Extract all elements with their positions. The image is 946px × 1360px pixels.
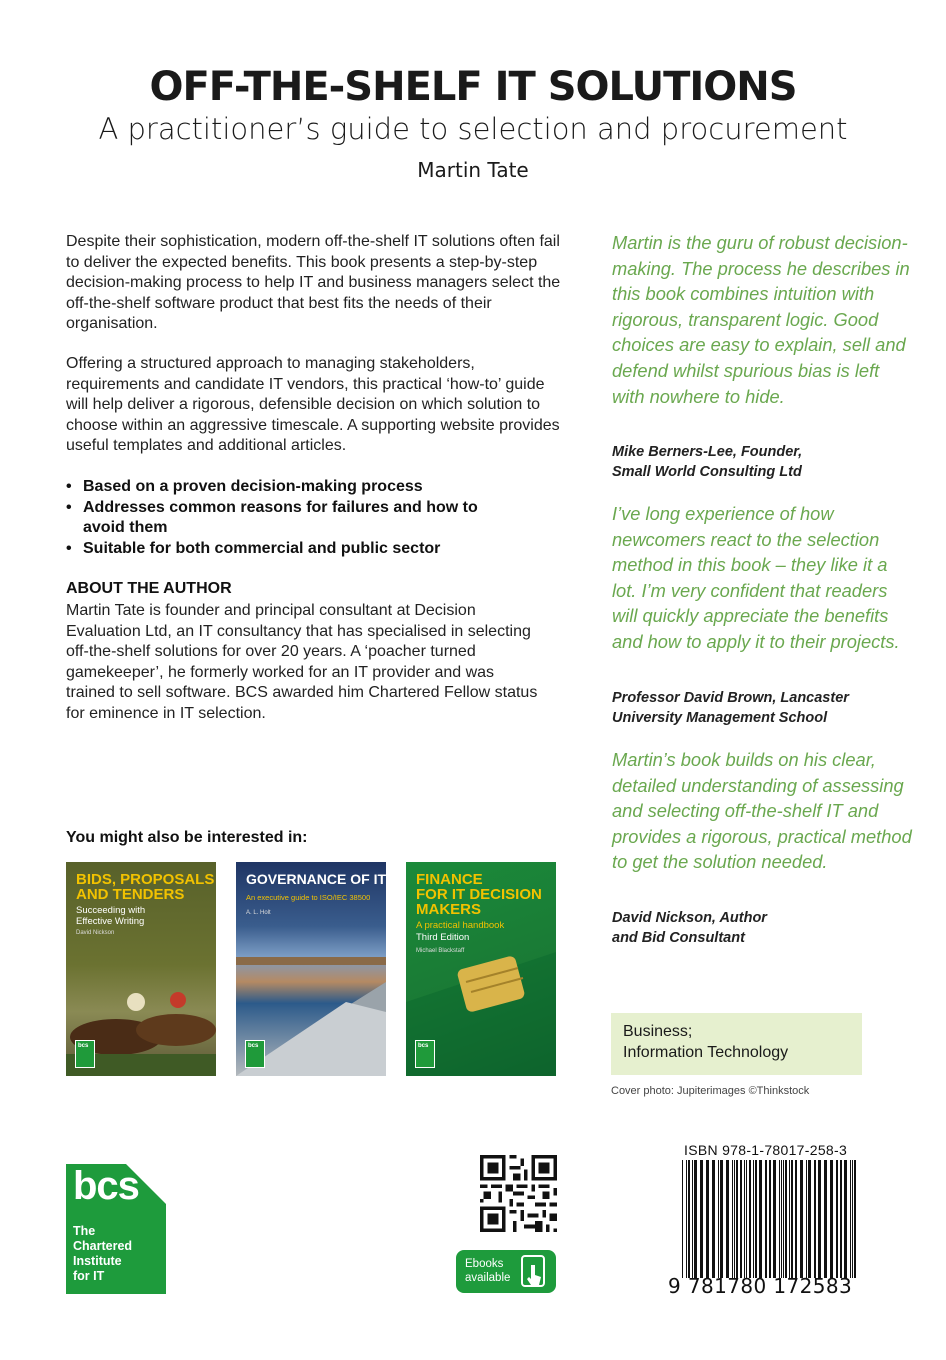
barcode-bar xyxy=(808,1160,811,1278)
bcs-tagline: The Chartered Institute for IT xyxy=(73,1224,133,1283)
barcode-bar xyxy=(854,1160,856,1278)
related-book-finance[interactable] xyxy=(406,862,556,1076)
barcode-bar xyxy=(753,1160,754,1278)
barcode-bar xyxy=(785,1160,787,1278)
barcode-bar xyxy=(806,1160,807,1278)
barcode-bar xyxy=(749,1160,751,1278)
barcode-bar xyxy=(824,1160,827,1278)
barcode-bar xyxy=(836,1160,838,1278)
barcode-bar xyxy=(746,1160,747,1278)
book-title-line: GOVERNANCE OF IT xyxy=(246,871,386,887)
endorsement-quote: Martin is the guru of robust decision-making. The process he describes in this book combines intuition with rigorous, transparent logic. Good choices are easy to explain, sell and defend whilst spurious bias is left with nowhere to hide. xyxy=(612,232,910,407)
endorsement-quote: I’ve long experience of how newcomers react to the selection method in this book – they like it a lot. I’m very confident that readers will quickly appreciate the benefits and how to apply it to their projects. xyxy=(612,503,900,652)
barcode-bar xyxy=(744,1160,745,1278)
book-author: Martin Tate xyxy=(417,158,529,182)
barcode-bar xyxy=(732,1160,733,1278)
endorsement-attribution: Mike Berners-Lee, Founder, Small World Consulting Ltd xyxy=(612,444,803,480)
barcode-bar xyxy=(850,1160,851,1278)
barcode-bar xyxy=(800,1160,803,1278)
barcode-bar xyxy=(692,1160,693,1278)
bcs-mini-logo: bcs xyxy=(415,1040,435,1068)
photo-credit: Cover photo: Jupiterimages ©Thinkstock xyxy=(611,1085,810,1097)
feature-list xyxy=(66,477,496,559)
related-books-heading: You might also be interested in: xyxy=(66,829,308,846)
related-book-bids[interactable] xyxy=(66,862,216,1076)
feature-item: • Suitable for both commercial and public sector xyxy=(66,539,496,560)
book-subtitle-line: Effective Writing xyxy=(76,916,145,927)
ebooks-line: Ebooks xyxy=(465,1258,504,1270)
barcode-bar xyxy=(852,1160,853,1278)
book-author: David Nickson xyxy=(76,930,115,936)
barcode-bar xyxy=(726,1160,729,1278)
bcs-wordmark: bcs xyxy=(73,1164,139,1208)
barcode-bar xyxy=(682,1160,683,1278)
barcode-bar xyxy=(791,1160,793,1278)
qr-code[interactable] xyxy=(480,1155,557,1232)
barcode-bar xyxy=(686,1160,687,1278)
book-subtitle: A practitioner’s guide to selection and procurement xyxy=(98,112,848,146)
category-box xyxy=(611,1013,862,1075)
book-edition: Third Edition xyxy=(416,932,470,943)
barcode-bar xyxy=(740,1160,742,1278)
barcode-bar xyxy=(706,1160,709,1278)
book-subtitle-line: A practical handbook xyxy=(416,920,505,931)
description-paragraph-1: Despite their sophistication, modern off-the-shelf IT solutions often fail to deliver the expected benefits. This book presents a step-by-step decision-making process to help IT and business managers select the off-the-shelf software product that best fits the needs of their organisation. xyxy=(66,233,561,333)
barcode xyxy=(680,1160,860,1278)
barcode-bar xyxy=(759,1160,762,1278)
barcode-digits: 9 781780 172583 xyxy=(668,1274,853,1298)
endorsement-quote: Martin’s book builds on his clear, detailed understanding of assessing and selecting off-the-shelf IT and provides a rigorous, practical method to get the solution needed. xyxy=(612,749,912,873)
barcode-bar xyxy=(844,1160,847,1278)
endorsement-attribution: David Nickson, Author and Bid Consultant xyxy=(612,910,767,946)
book-title-line: FINANCE xyxy=(416,871,483,888)
barcode-bar xyxy=(818,1160,821,1278)
endorsement-attribution: Professor David Brown, Lancaster University Management School xyxy=(612,690,849,726)
book-title-line: BIDS, PROPOSALS xyxy=(76,871,215,888)
description-paragraph-2: Offering a structured approach to managing stakeholders, requirements and candidate IT vendors, this practical ‘how-to’ guide will help deliver a rigorous, defensible decision on which solution to choose within an aggressive timescale. A supporting website provides useful templates and additional articles. xyxy=(66,355,560,455)
bcs-mini-logo: bcs xyxy=(75,1040,95,1068)
barcode-bar xyxy=(688,1160,690,1278)
barcode-bar xyxy=(789,1160,790,1278)
barcode-bar xyxy=(783,1160,784,1278)
barcode-bar xyxy=(840,1160,842,1278)
book-title: OFF-THE-SHELF IT SOLUTIONS xyxy=(149,64,797,110)
bcs-mini-logo: bcs xyxy=(245,1040,265,1068)
bcs-logo xyxy=(66,1164,166,1294)
book-subtitle-line: An executive guide to ISO/IEC 38500 xyxy=(246,893,371,902)
feature-item: • Based on a proven decision-making process xyxy=(66,477,496,498)
barcode-bar xyxy=(773,1160,776,1278)
barcode-bar xyxy=(769,1160,771,1278)
isbn-label: ISBN 978-1-78017-258-3 xyxy=(684,1142,848,1158)
about-author-text: Martin Tate is founder and principal consultant at Decision Evaluation Ltd, an IT consultancy that has specialised in selecting off-the-shelf solutions for over 20 years. A ‘poacher turned gamekeeper’, he formerly worked for an IT provider and was trained to sell software. BCS awarded him Chartered Fellow status for eminence in IT selection. xyxy=(66,602,538,722)
category-line: Business; xyxy=(623,1023,693,1040)
barcode-bar xyxy=(795,1160,797,1278)
related-book-governance[interactable] xyxy=(236,862,386,1076)
barcode-bar xyxy=(755,1160,757,1278)
barcode-bar xyxy=(720,1160,723,1278)
book-title-line: AND TENDERS xyxy=(76,886,185,903)
barcode-bar xyxy=(814,1160,816,1278)
category-line: Information Technology xyxy=(623,1044,789,1061)
barcode-bar xyxy=(830,1160,833,1278)
book-title-line: MAKERS xyxy=(416,901,482,918)
barcode-bar xyxy=(765,1160,767,1278)
about-author-heading: ABOUT THE AUTHOR xyxy=(66,580,232,597)
book-author: Michael Blackstaff xyxy=(416,948,465,954)
barcode-bar xyxy=(779,1160,780,1278)
book-subtitle-line: Succeeding with xyxy=(76,905,146,916)
book-title-line: FOR IT DECISION xyxy=(416,886,542,903)
barcode-bar xyxy=(781,1160,782,1278)
ebooks-available-badge[interactable] xyxy=(456,1250,556,1293)
tablet-touch-icon xyxy=(521,1255,547,1287)
barcode-bar xyxy=(712,1160,715,1278)
feature-item: • Addresses common reasons for failures and how to avoid them xyxy=(66,498,496,539)
barcode-bar xyxy=(700,1160,703,1278)
ebooks-line: available xyxy=(465,1272,511,1284)
book-author: A. L. Holt xyxy=(246,910,271,916)
barcode-bar xyxy=(734,1160,735,1278)
barcode-bar xyxy=(694,1160,697,1278)
barcode-bar xyxy=(736,1160,738,1278)
barcode-bar xyxy=(718,1160,719,1278)
